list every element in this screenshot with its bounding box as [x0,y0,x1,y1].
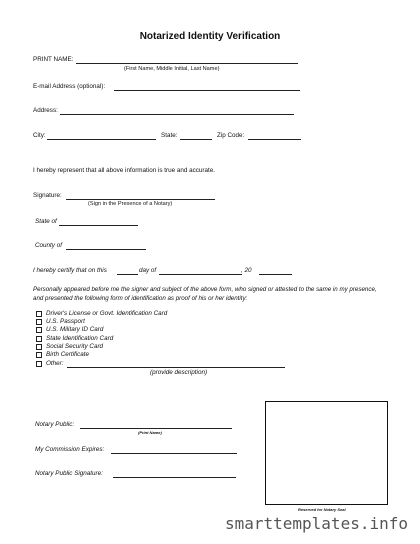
id-option-label: State Identification Card [46,335,114,342]
certify-day-field[interactable] [117,274,138,275]
id-option-label: U.S. Passport [46,318,85,325]
state-of-field[interactable] [59,225,138,226]
other-description-field[interactable] [67,367,285,368]
notary-print-name-hint: (Print Name) [138,430,162,435]
zip-label: Zip Code: [217,132,245,139]
city-field[interactable] [47,139,156,140]
state-field[interactable] [180,139,212,140]
id-option-label: Other: [46,360,64,367]
watermark: smarttemplates.info [224,514,408,533]
signature-label: Signature: [33,192,62,199]
certify-year-field[interactable] [259,274,292,275]
id-checkbox-military-id[interactable] [36,327,42,333]
id-checkbox-passport[interactable] [36,319,42,325]
id-option-label: U.S. Military ID Card [46,326,104,333]
email-label: E-mail Address (optional): [33,83,106,90]
id-checkbox-drivers-license[interactable] [36,311,42,317]
signature-hint: (Sign in the Presence of a Notary) [88,201,173,207]
id-option-label: Birth Certificate [46,351,90,358]
id-option-label: Social Security Card [46,343,104,350]
id-checkbox-state-id[interactable] [36,336,42,342]
certify-prefix: I hereby certify that on this [33,267,107,274]
email-field[interactable] [114,90,300,91]
notary-seal-caption: Reserved for Notary Seal [298,507,346,512]
id-checkbox-other[interactable] [36,361,42,367]
certify-month-field[interactable] [159,274,242,275]
notary-public-name-field[interactable] [80,428,232,429]
notary-signature-field[interactable] [113,477,236,478]
zip-field[interactable] [248,139,301,140]
id-checkbox-birth-certificate[interactable] [36,352,42,358]
address-label: Address: [33,107,58,114]
page-title: Notarized Identity Verification [139,31,281,42]
personal-appearance-paragraph: Personally appeared before me the signer and subject of the above form, who signed or attested to the same in my presence, and presented the following form of identification as proof of his or her identity: [33,286,377,302]
signature-field[interactable] [66,199,215,200]
state-of-label: State of [35,218,57,225]
notary-public-label: Notary Public: [35,421,75,428]
certify-day-label: day of [139,267,157,274]
id-checkbox-social-security[interactable] [36,344,42,350]
city-label: City: [33,132,46,139]
state-label: State: [161,132,178,139]
print-name-label: PRINT NAME: [33,56,74,63]
provide-description-hint: (provide description) [150,369,208,376]
address-field[interactable] [60,114,294,115]
commission-expires-label: My Commission Expires: [35,446,105,453]
county-of-field[interactable] [66,249,146,250]
id-option-label: Driver's License or Govt. Identification Card [46,310,168,317]
certify-year-label: , 20 [241,267,252,274]
print-name-field[interactable] [76,63,298,64]
notary-seal-box [265,401,388,505]
print-name-hint: (First Name, Middle Initial, Last Name) [124,66,220,72]
representation-statement: I hereby represent that all above information is true and accurate. [33,167,216,174]
notary-signature-label: Notary Public Signature: [35,470,103,477]
county-of-label: County of [35,242,62,249]
commission-expires-field[interactable] [111,453,237,454]
